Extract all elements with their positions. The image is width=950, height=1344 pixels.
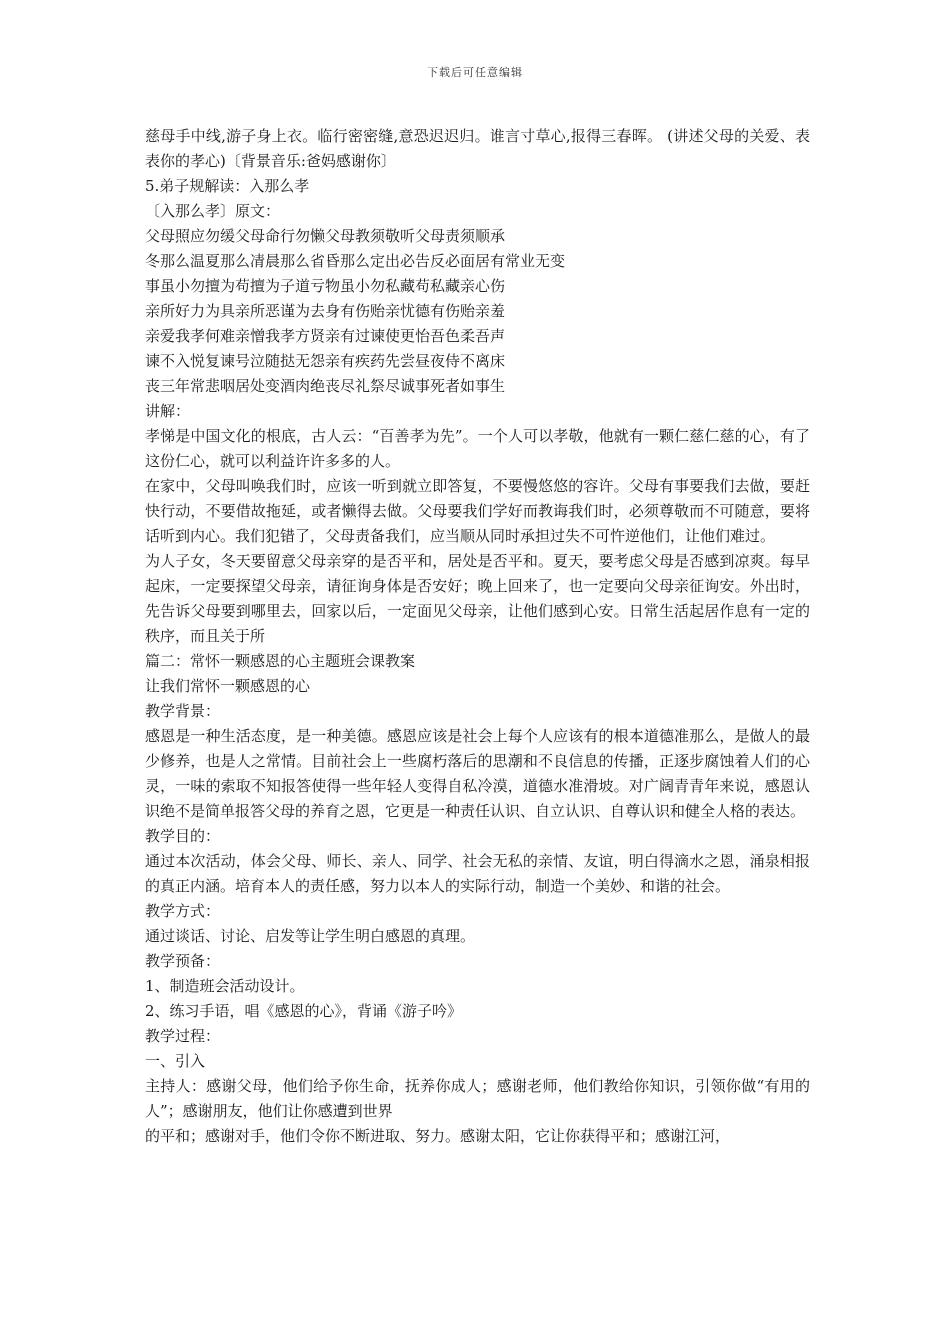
text-line: 谏不入悦复谏号泣随挞无怨亲有疾药先尝昼夜侍不离床	[145, 352, 506, 370]
subheading: 教学方式：	[145, 902, 221, 920]
subheading: 教学目的：	[145, 827, 221, 845]
document-body	[145, 124, 810, 1149]
body-paragraph: 主持人：感谢父母，他们给予你生命，抚养你成人；感谢老师，他们教给你知识，引领你做“有用的人”；感谢朋友，他们让你感遭到世界	[145, 1077, 810, 1120]
text-line: 亲爱我孝何难亲憎我孝方贤亲有过谏使更怡吾色柔吾声	[145, 327, 506, 345]
text-line: 事虽小勿擅为苟擅为子道亏物虽小勿私藏苟私藏亲心伤	[145, 277, 506, 295]
poem-paragraph: 慈母手中线,游子身上衣。临行密密缝,意恐迟迟归。谁言寸草心,报得三春晖。 (讲述父母的关爱、表表你的孝心)〔背景音乐:爸妈感谢你〕	[145, 127, 810, 170]
list-item: 2、练习手语，唱《感恩的心》，背诵《游子吟》	[145, 1002, 463, 1020]
subheading: 〔入那么孝〕原文：	[145, 202, 281, 220]
body-paragraph: 感恩是一种生活态度，是一种美德。感恩应该是社会上每个人应该有的根本道德准那么，是做人的最少修养，也是人之常情。目前社会上一些腐朽落后的思潮和不良信息的传播，正逐步腐蚀着人们的心灵，一味的索取不知报答使得一些年轻人变得自私冷漠，道德水准滑坡。对广阔青青年来说，感恩认识绝不是简单报答父母的养育之恩，它更是一种责任认识、自立认识、自尊认识和健全人格的表达。	[145, 727, 810, 820]
section-heading: 篇二：常怀一颗感恩的心主题班会课教案	[145, 652, 416, 670]
body-paragraph: 通过本次活动，体会父母、师长、亲人、同学、社会无私的亲情、友谊，明白得滴水之恩，涌泉相报的真正内涵。培育本人的责任感，努力以本人的实际行动，制造一个美妙、和谐的社会。	[145, 852, 810, 895]
subheading: 让我们常怀一颗感恩的心	[145, 677, 311, 695]
body-paragraph: 为人子女，冬天要留意父母亲穿的是否平和，居处是否平和。夏天，要考虑父母是否感到凉爽。每早起床，一定要探望父母亲，请征询身体是否安好；晚上回来了，也一定要向父母亲征询安。外出时，先告诉父母要到哪里去，回家以后，一定面见父母亲，让他们感到心安。日常生活起居作息有一定的秩序，而且关于所	[145, 552, 810, 645]
body-paragraph: 在家中，父母叫唤我们时，应该一听到就立即答复，不要慢悠悠的容许。父母有事要我们去做，要赶快行动，不要借故拖延，或者懒得去做。父母要我们学好而教诲我们时，必须尊敬而不可随意，要将话听到内心。我们犯错了，父母责备我们，应当顺从同时承担过失不可忤逆他们，让他们难过。	[145, 477, 810, 545]
text-line: 亲所好力为具亲所恶谨为去身有伤贻亲忧德有伤贻亲羞	[145, 302, 506, 320]
body-paragraph: 孝悌是中国文化的根底，古人云：“百善孝为先”。一个人可以孝敬，他就有一颗仁慈仁慈的心，有了这份仁心，就可以利益许许多多的人。	[145, 427, 810, 470]
text-line: 冬那么温夏那么凊晨那么省昏那么定出必告反必面居有常业无变	[145, 252, 566, 270]
body-paragraph: 通过谈话、讨论、启发等让学生明白感恩的真理。	[145, 927, 476, 945]
subheading: 讲解：	[145, 402, 191, 420]
list-item: 1、制造班会活动设计。	[145, 977, 305, 995]
subheading: 一、引入	[145, 1052, 206, 1070]
section-heading: 5.弟子规解读：入那么孝	[145, 177, 310, 195]
subheading: 教学过程：	[145, 1027, 221, 1045]
page-header: 下载后可任意编辑	[427, 66, 523, 79]
body-paragraph: 的平和；感谢对手，他们令你不断进取、努力。感谢太阳，它让你获得平和；感谢江河，	[145, 1127, 731, 1145]
text-line: 丧三年常悲咽居处变酒肉绝丧尽礼祭尽诚事死者如事生	[145, 377, 506, 395]
subheading: 教学预备：	[145, 952, 221, 970]
text-line: 父母照应勿缓父母命行勿懒父母教须敬听父母责须顺承	[145, 227, 506, 245]
subheading: 教学背景：	[145, 702, 221, 720]
